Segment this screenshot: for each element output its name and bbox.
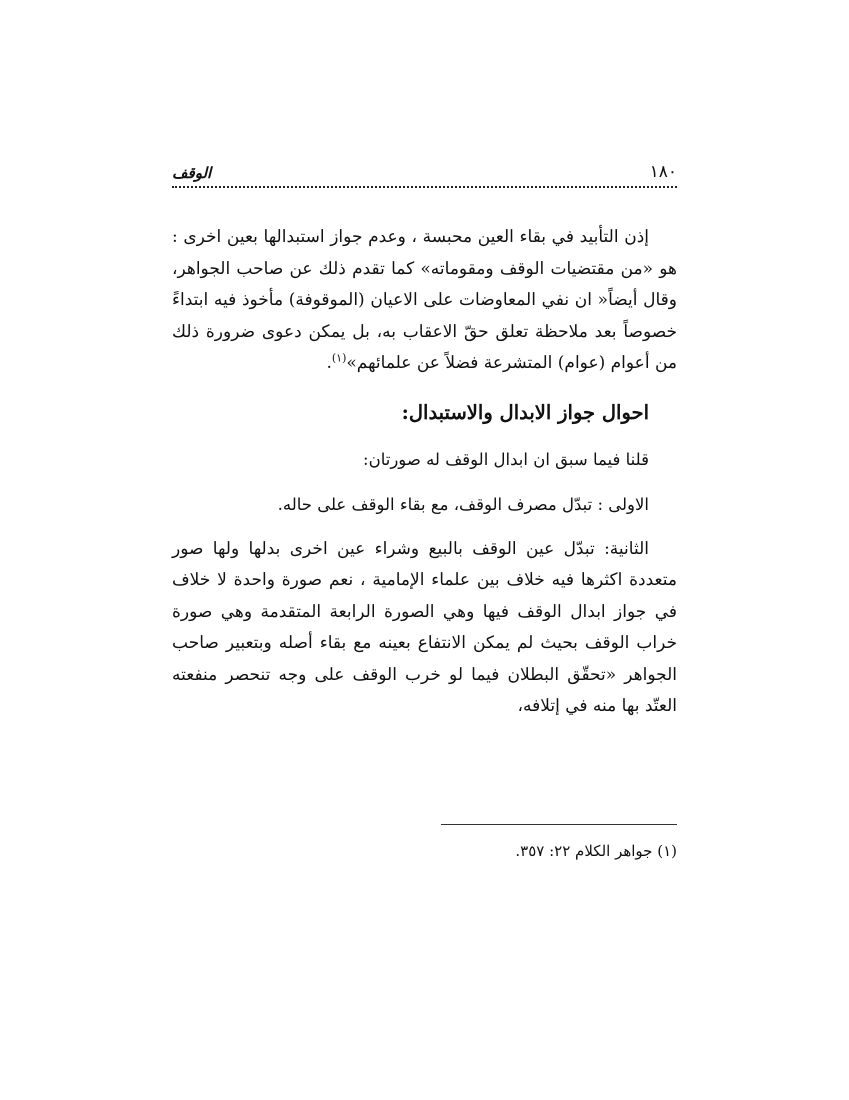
page-number: ١٨٠ — [649, 162, 677, 182]
paragraph-end: . — [326, 353, 332, 373]
header-title: الوقف — [172, 164, 212, 182]
paragraph-text: إذن التأبيد في بقاء العين محبسة ، وعدم جواز استبدالها بعين اخرى : هو «من مقتضيات الوقف ومقوماته» كما تقدم ذلك عن صاحب الجواهر، وقال أيضاً« ان نفي المعاوضات على الاعيان (الموقوفة) مأخوذ فيه ابتداءً خصوصاً بعد ملاحظة تعلق حقّ الاعقاب به، بل يمكن دعوى ضرورة ذلك من أعوام (عوام) المتشرعة فضلاً عن علمائهم» — [172, 227, 678, 373]
footnote: (١) جواهر الكلام ٢٢: ٣٥٧. — [515, 842, 677, 860]
body-paragraph: الثانية: تبدّل عين الوقف بالبيع وشراء عين اخرى بدلها ولها صور متعددة اكثرها فيه خلاف بين علماء الإمامية ، نعم صورة واحدة لا خلاف في جواز ابدال الوقف فيها وهي الصورة الرابعة المتقدمة وهي صورة خراب الوقف بحيث لم يمكن الانتفاع بعينه مع بقاء أصله وبتعبير صاحب الجواهر «تحقّق البطلان فيما لو خرب الوقف على وجه تنحصر منفعته العتّد بها منه في إتلافه، — [172, 538, 677, 716]
body-paragraph — [172, 222, 677, 380]
body-line: الاولى : تبدّل مصرف الوقف، مع بقاء الوقف على حاله. — [277, 494, 649, 514]
footnote-divider — [441, 824, 677, 825]
section-heading: احوال جواز الابدال والاستبدال: — [401, 400, 649, 424]
book-page — [172, 150, 678, 860]
footnote-reference[interactable]: (١) — [331, 351, 347, 365]
running-header — [172, 150, 677, 188]
body-line: قلنا فيما سبق ان ابدال الوقف له صورتان: — [363, 449, 649, 469]
